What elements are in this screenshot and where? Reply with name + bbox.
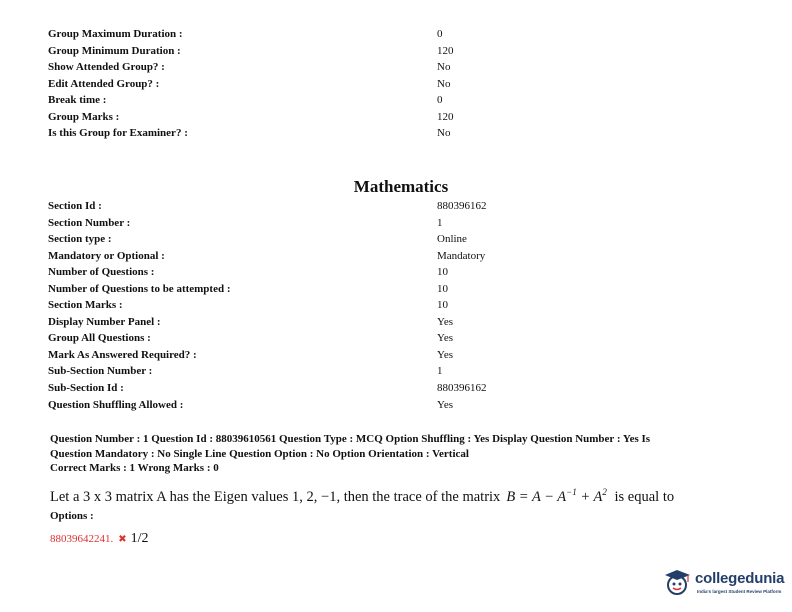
formula-part: + A <box>576 488 603 505</box>
detail-value: 10 <box>437 282 448 295</box>
question-marks-line: Correct Marks : 1 Wrong Marks : 0 <box>50 462 219 474</box>
detail-label: Section type : <box>48 233 112 246</box>
logo-tagline: India's largest Student Review Platform <box>697 589 782 594</box>
logo-wordmark: collegedunia <box>695 570 785 587</box>
option-text: 1/2 <box>130 531 149 546</box>
detail-label: Number of Questions to be attempted : <box>48 282 231 295</box>
detail-label: Group Minimum Duration : <box>48 44 181 57</box>
detail-label: Section Marks : <box>48 299 123 312</box>
detail-value: Mandatory <box>437 249 486 262</box>
detail-row <box>48 109 608 126</box>
detail-value: 120 <box>437 44 454 57</box>
detail-value: 1 <box>437 216 443 229</box>
detail-value: 10 <box>437 266 448 279</box>
detail-label: Group Marks : <box>48 110 120 123</box>
options-label: Options : <box>50 510 94 522</box>
collegedunia-logo <box>663 568 787 602</box>
detail-row <box>48 363 608 380</box>
detail-row <box>48 380 608 397</box>
section-title: Mathematics <box>353 177 449 196</box>
cross-icon: ✖ <box>118 534 127 545</box>
detail-value: 0 <box>437 28 443 40</box>
detail-row <box>48 215 608 232</box>
detail-value: Yes <box>437 398 454 411</box>
detail-label: Number of Questions : <box>48 266 155 279</box>
detail-row <box>48 43 608 60</box>
detail-row <box>48 76 608 93</box>
detail-row <box>48 281 608 298</box>
detail-label: Group Maximum Duration : <box>48 28 183 40</box>
detail-label: Group All Questions : <box>48 332 151 345</box>
group-details-table <box>48 26 608 142</box>
section-details-table <box>48 198 608 413</box>
detail-label: Sub-Section Id : <box>48 382 124 395</box>
detail-row <box>48 198 608 215</box>
detail-label: Display Number Panel : <box>48 315 161 328</box>
question-metadata-line: Question Number : 1 Question Id : 88039610561 Question Type : MCQ Option Shuffling : Yes Display Question Number : Yes Is <box>50 433 651 445</box>
detail-row <box>48 347 608 364</box>
detail-row <box>48 231 608 248</box>
detail-label: Section Id : <box>48 200 102 212</box>
detail-value: Yes <box>437 332 454 345</box>
detail-label: Is this Group for Examiner? : <box>48 127 188 140</box>
detail-row <box>48 330 608 347</box>
detail-value: Yes <box>437 315 454 328</box>
detail-label: Edit Attended Group? : <box>48 77 160 90</box>
detail-label: Sub-Section Number : <box>48 365 153 378</box>
detail-value: No <box>437 77 451 90</box>
detail-label: Section Number : <box>48 216 131 229</box>
option-id: 88039642241. <box>50 533 114 545</box>
detail-value: Online <box>437 233 467 246</box>
detail-value: 880396162 <box>437 382 487 395</box>
formula-part: B = A − A <box>506 488 567 505</box>
detail-row <box>48 26 608 43</box>
question-text <box>50 482 674 507</box>
detail-value: 1 <box>437 365 443 378</box>
detail-label: Mark As Answered Required? : <box>48 348 197 361</box>
detail-label: Mandatory or Optional : <box>48 249 165 262</box>
detail-row <box>48 314 608 331</box>
question-metadata-line: Question Mandatory : No Single Line Question Option : No Option Orientation : Vertical <box>50 447 469 460</box>
formula-exponent: 2 <box>602 487 607 497</box>
detail-value: 120 <box>437 110 454 123</box>
detail-row <box>48 264 608 281</box>
question-text-prefix: Let a 3 x 3 matrix A has the Eigen values 1, 2, −1, then the trace of the matrix <box>50 488 501 505</box>
detail-row <box>48 397 608 414</box>
detail-label: Show Attended Group? : <box>48 61 165 74</box>
question-metadata <box>50 432 730 476</box>
detail-row <box>48 297 608 314</box>
detail-row <box>48 92 608 109</box>
detail-value: No <box>437 127 451 140</box>
question-formula <box>506 489 607 505</box>
question-text-suffix: is equal to <box>614 488 675 505</box>
detail-value: Yes <box>437 348 454 361</box>
detail-value: 880396162 <box>437 200 487 212</box>
detail-label: Question Shuffling Allowed : <box>48 398 184 411</box>
detail-row <box>48 125 608 142</box>
detail-value: 0 <box>437 94 443 107</box>
detail-row <box>48 59 608 76</box>
detail-value: No <box>437 61 451 74</box>
formula-exponent: −1 <box>566 487 577 497</box>
detail-label: Break time : <box>48 94 107 107</box>
detail-row <box>48 248 608 265</box>
detail-value: 10 <box>437 299 448 312</box>
graduate-cap-icon <box>663 568 693 598</box>
option-item <box>50 529 149 549</box>
